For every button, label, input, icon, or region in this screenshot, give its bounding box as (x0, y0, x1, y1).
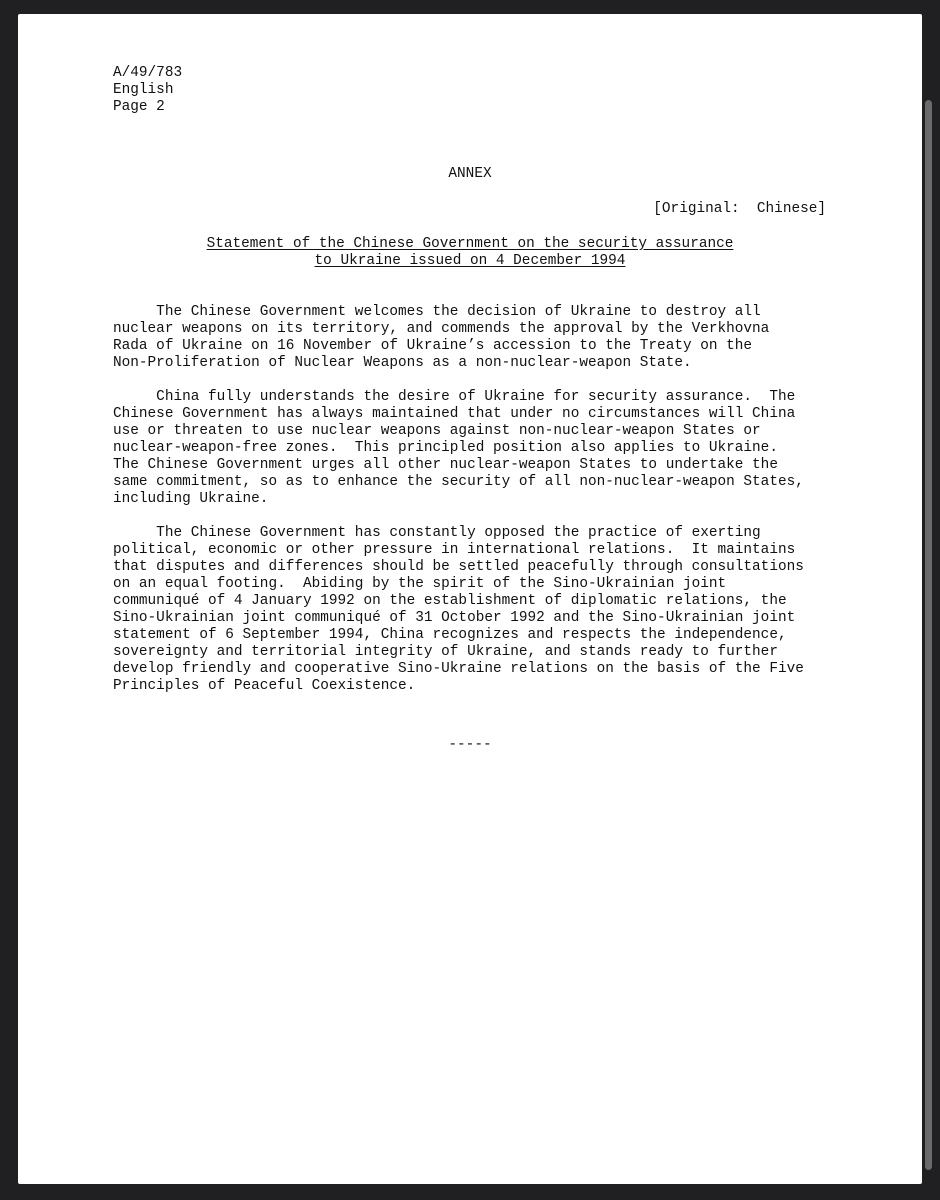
statement-title-line: Statement of the Chinese Government on the security assurance (206, 236, 734, 252)
paragraph-line: same commitment, so as to enhance the security of all non-nuclear-weapon States, (113, 474, 804, 490)
paragraph-line: The Chinese Government has constantly opposed the practice of exerting (113, 525, 761, 541)
paragraph-line: The Chinese Government urges all other nuclear-weapon States to undertake the (113, 457, 778, 473)
paragraph-line: political, economic or other pressure in international relations. It maintains (113, 542, 796, 558)
paragraph-line: that disputes and differences should be settled peacefully through consultations (113, 559, 804, 575)
paragraph-line: Principles of Peaceful Coexistence. (113, 678, 416, 694)
page-number: Page 2 (113, 99, 165, 115)
paragraph-line: China fully understands the desire of Ukraine for security assurance. The (113, 389, 796, 405)
paragraph-line: Sino-Ukrainian joint communiqué of 31 October 1992 and the Sino-Ukrainian joint (113, 610, 796, 626)
paragraph-line: Rada of Ukraine on 16 November of Ukraine’s accession to the Treaty on the (113, 338, 753, 354)
paragraph-line: Chinese Government has always maintained that under no circumstances will China (113, 406, 796, 422)
paragraph-3 (113, 525, 833, 695)
paragraph-line: statement of 6 September 1994, China recognizes and respects the independence, (113, 627, 787, 643)
paragraph-line: sovereignty and territorial integrity of Ukraine, and stands ready to further (113, 644, 778, 660)
vertical-scrollbar[interactable] (925, 100, 932, 1170)
paragraph-line: on an equal footing. Abiding by the spirit of the Sino-Ukrainian joint (113, 576, 727, 592)
statement-body (113, 304, 833, 712)
paragraph-line: nuclear weapons on its territory, and commends the approval by the Verkhovna (113, 321, 770, 337)
document-symbol: A/49/783 (113, 65, 183, 81)
paragraph-line: communiqué of 4 January 1992 on the establishment of diplomatic relations, the (113, 593, 787, 609)
statement-title (0, 236, 940, 270)
paragraph-line: use or threaten to use nuclear weapons against non-nuclear-weapon States or (113, 423, 761, 439)
paragraph-line: Non-Proliferation of Nuclear Weapons as a non-nuclear-weapon State. (113, 355, 692, 371)
paragraph-line: develop friendly and cooperative Sino-Ukraine relations on the basis of the Five (113, 661, 804, 677)
paragraph-line: including Ukraine. (113, 491, 269, 507)
paragraph-line: The Chinese Government welcomes the decision of Ukraine to destroy all (113, 304, 761, 320)
end-of-document-mark: ----- (448, 737, 492, 753)
document-header (113, 65, 182, 116)
annex-heading: ANNEX (448, 166, 492, 182)
statement-title-line: to Ukraine issued on 4 December 1994 (314, 253, 626, 269)
original-language-note: [Original: Chinese] (653, 201, 826, 217)
document-language: English (113, 82, 174, 98)
paragraph-line: nuclear-weapon-free zones. This principled position also applies to Ukraine. (113, 440, 778, 456)
paragraph-2 (113, 389, 833, 508)
paragraph-1 (113, 304, 833, 372)
